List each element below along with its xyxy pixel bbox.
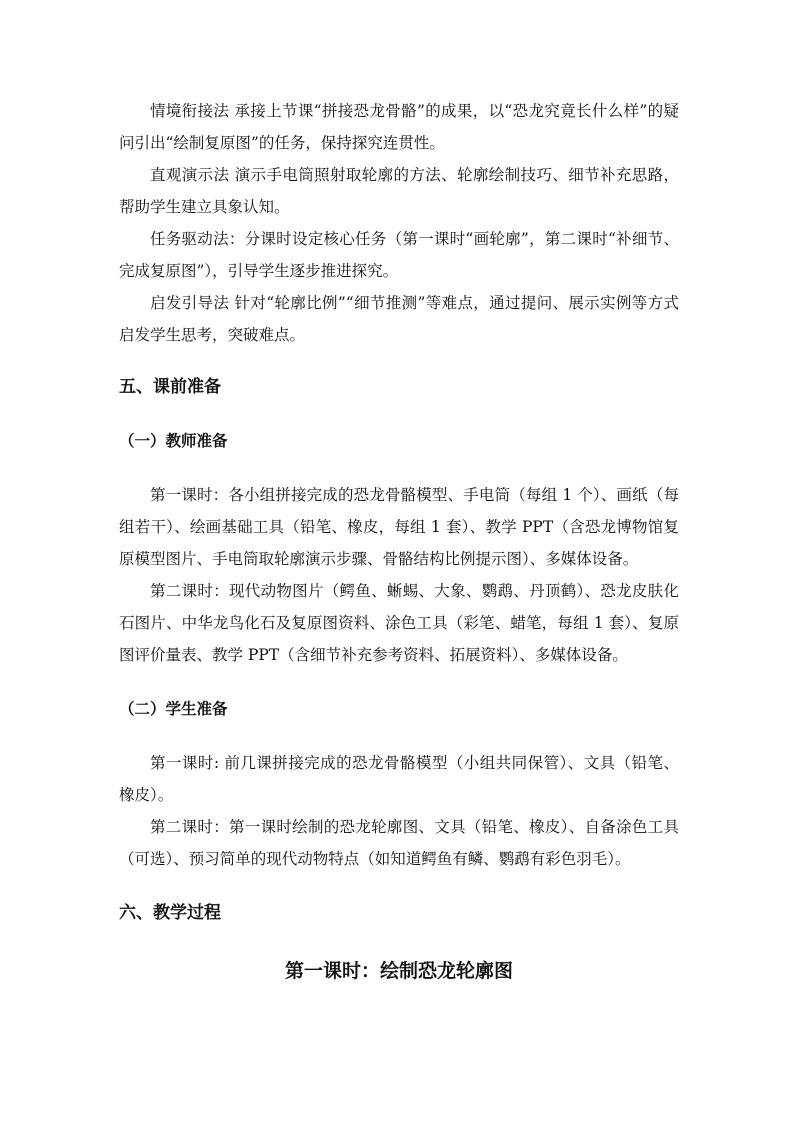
section-5-heading: 五、课前准备	[119, 377, 221, 397]
method-text-4: 针对“轮廓比例”“细节推测”等难点，通过提问、展示实例等方式启发学生思考，突破难点。	[119, 294, 679, 344]
student-lesson-1-text: : 前几课拼接完成的恐龙骨骼模型（小组共同保管）、文具（铅笔、橡皮）。	[119, 754, 679, 804]
document-body	[119, 95, 679, 987]
student-lesson-2-lead: 第二课时	[150, 818, 214, 836]
method-lead-4: 启发引导法	[150, 294, 230, 312]
method-paragraph-4	[119, 287, 679, 351]
method-text-1: 承接上节课“拼接恐龙骨骼”的成果，以“恐龙究竟长什么样”的疑问引出“绘制复原图”的任务，保持探究连贯性。	[119, 102, 679, 152]
teacher-lesson-1-lead: 第一课时	[150, 486, 213, 504]
student-lesson-2-text: ：第一课时绘制的恐龙轮廓图、文具（铅笔、橡皮）、自备涂色工具（可选）、预习简单的现代动物特点（如知道鳄鱼有鳞、鹦鹉有彩色羽毛）。	[119, 818, 679, 868]
method-text-2: 演示手电筒照射取轮廓的方法、轮廓绘制技巧、细节补充思路，帮助学生建立具象认知。	[119, 166, 679, 216]
student-prep-lesson-2	[119, 811, 679, 875]
lesson-1-title: 第一课时：绘制恐龙轮廓图	[284, 960, 513, 982]
method-paragraph-1	[119, 95, 679, 159]
teacher-prep-heading: （一）教师准备	[119, 432, 228, 450]
teacher-lesson-2-lead: 第二课时	[150, 582, 214, 600]
method-lead-3: 任务驱动法	[150, 230, 229, 248]
method-paragraph-2	[119, 159, 679, 223]
student-prep-heading: （二）学生准备	[119, 700, 228, 718]
teacher-lesson-2-text: ：现代动物图片（鳄鱼、蜥蜴、大象、鹦鹉、丹顶鹤）、恐龙皮肤化石图片、中华龙鸟化石及复原图资料、涂色工具（彩笔、蜡笔，每组 1 套）、复原图评价量表、教学 PPT（含细节补充参考资料、拓展资料）、多媒体设备。	[119, 582, 679, 664]
student-prep-lesson-1	[119, 747, 679, 811]
method-lead-1: 情境衔接法	[150, 102, 230, 120]
method-lead-2: 直观演示法	[150, 166, 230, 184]
section-6-heading: 六、教学过程	[119, 903, 221, 923]
teacher-prep-lesson-2	[119, 575, 679, 671]
teacher-prep-lesson-1	[119, 479, 679, 575]
student-lesson-1-lead: 第一课时	[150, 754, 214, 772]
teacher-lesson-1-text: ：各小组拼接完成的恐龙骨骼模型、手电筒（每组 1 个）、画纸（每组若干）、绘画基础工具（铅笔、橡皮，每组 1 套）、教学 PPT（含恐龙博物馆复原模型图片、手电筒取轮廓演示步骤、骨骼结构比例提示图）、多媒体设备。	[119, 486, 679, 568]
method-text-3: ：分课时设定核心任务（第一课时“画轮廓”，第二课时“补细节、完成复原图”），引导学生逐步推进探究。	[119, 230, 679, 280]
method-paragraph-3	[119, 223, 679, 287]
